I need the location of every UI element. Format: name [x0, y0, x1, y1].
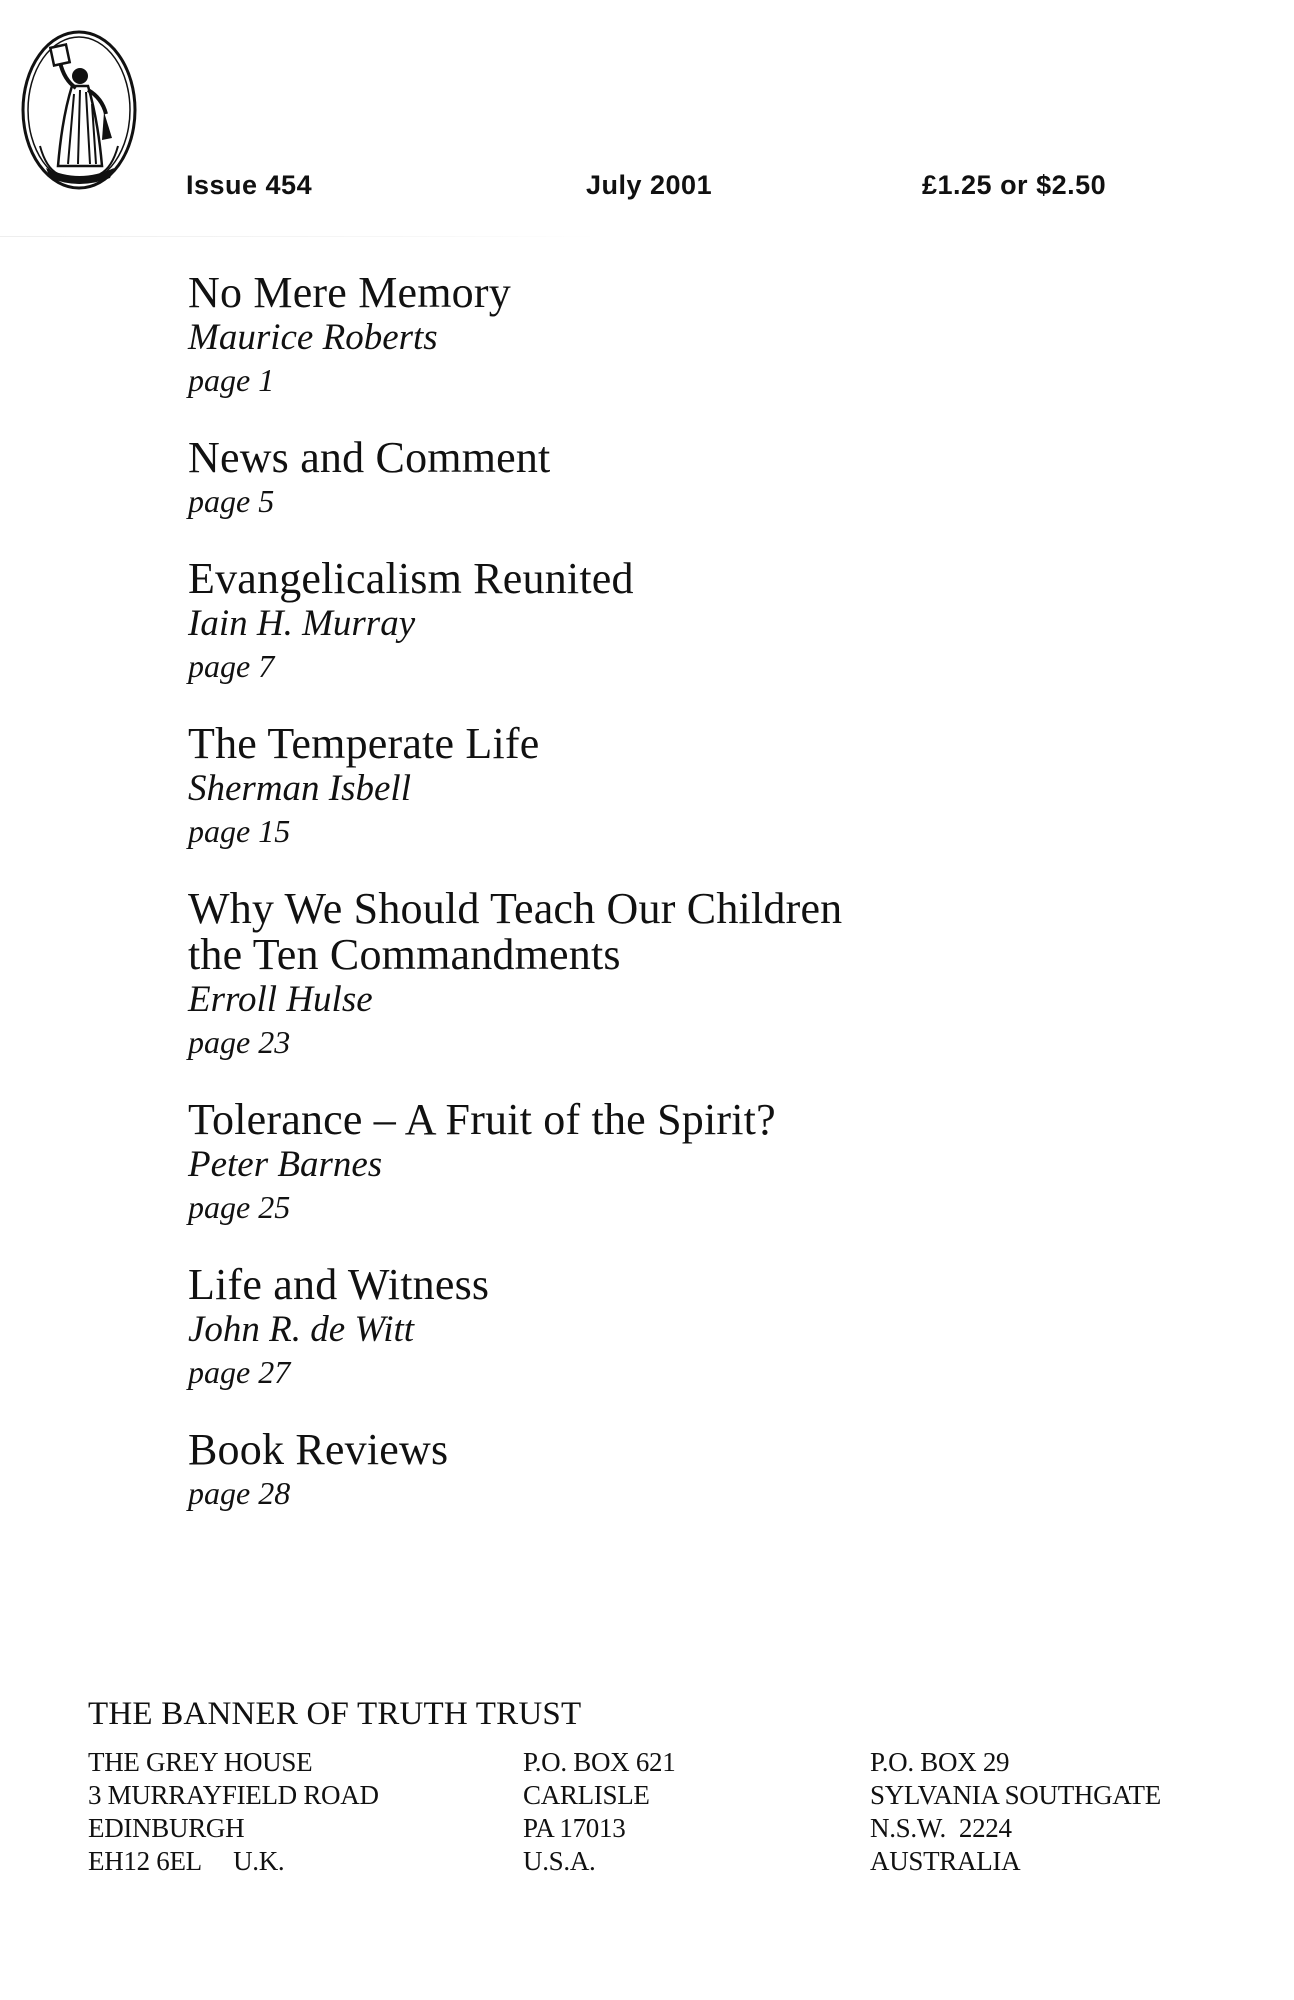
address-uk: [88, 1746, 379, 1878]
contents-entry: [188, 721, 1088, 851]
address-line: P.O. BOX 621: [523, 1747, 676, 1777]
article-page: page 27: [188, 1354, 291, 1390]
article-page: page 25: [188, 1189, 291, 1225]
publisher-addresses: [88, 1746, 1268, 1886]
contents-entry: [188, 886, 1088, 1062]
address-line: 3 MURRAYFIELD ROAD: [88, 1780, 379, 1810]
publisher-footer: [88, 1694, 1268, 1886]
address-line: AUSTRALIA: [870, 1846, 1021, 1876]
article-title: No Mere Memory: [188, 268, 511, 317]
article-author: Erroll Hulse: [188, 979, 373, 1020]
preacher-emblem-icon: [18, 28, 140, 200]
publisher-name: THE BANNER OF TRUTH TRUST: [88, 1696, 582, 1732]
contents-entry: [188, 556, 1088, 686]
article-page: page 15: [188, 813, 291, 849]
contents-entry: [188, 270, 1088, 400]
article-author: Maurice Roberts: [188, 317, 438, 358]
article-author: John R. de Witt: [188, 1309, 415, 1350]
issue-date: July 2001: [586, 170, 713, 200]
address-line: P.O. BOX 29: [870, 1747, 1010, 1777]
article-page: page 5: [188, 483, 275, 519]
article-page: page 23: [188, 1024, 291, 1060]
address-line: N.S.W. 2224: [870, 1813, 1012, 1843]
article-author: Sherman Isbell: [188, 768, 411, 809]
article-title: Evangelicalism Reunited: [188, 554, 634, 603]
address-line: THE GREY HOUSE: [88, 1747, 313, 1777]
table-of-contents: [188, 270, 1088, 1548]
issue-header: [186, 170, 1146, 210]
article-title: The Temperate Life: [188, 719, 540, 768]
article-title: Book Reviews: [188, 1425, 449, 1474]
issue-price: £1.25 or $2.50: [922, 170, 1107, 200]
article-title: Life and Witness: [188, 1260, 490, 1309]
article-page: page 7: [188, 648, 275, 684]
address-line: SYLVANIA SOUTHGATE: [870, 1780, 1161, 1810]
address-line: CARLISLE: [523, 1780, 650, 1810]
contents-entry: [188, 1097, 1088, 1227]
article-author: Peter Barnes: [188, 1144, 383, 1185]
article-page: page 28: [188, 1475, 291, 1511]
address-line: EH12 6EL U.K.: [88, 1846, 285, 1876]
address-usa: [523, 1746, 675, 1878]
article-title: Why We Should Teach Our Children the Ten Commandments: [188, 884, 843, 979]
article-title: Tolerance – A Fruit of the Spirit?: [188, 1095, 776, 1144]
contents-entry: [188, 1427, 1088, 1513]
address-line: U.S.A.: [523, 1846, 596, 1876]
address-australia: [870, 1746, 1161, 1878]
contents-entry: [188, 435, 1088, 521]
issue-number: Issue 454: [186, 170, 313, 200]
article-page: page 1: [188, 362, 275, 398]
header-divider: [0, 236, 600, 237]
address-line: EDINBURGH: [88, 1813, 245, 1843]
contents-entry: [188, 1262, 1088, 1392]
article-author: Iain H. Murray: [188, 603, 416, 644]
article-title: News and Comment: [188, 433, 551, 482]
address-line: PA 17013: [523, 1813, 626, 1843]
